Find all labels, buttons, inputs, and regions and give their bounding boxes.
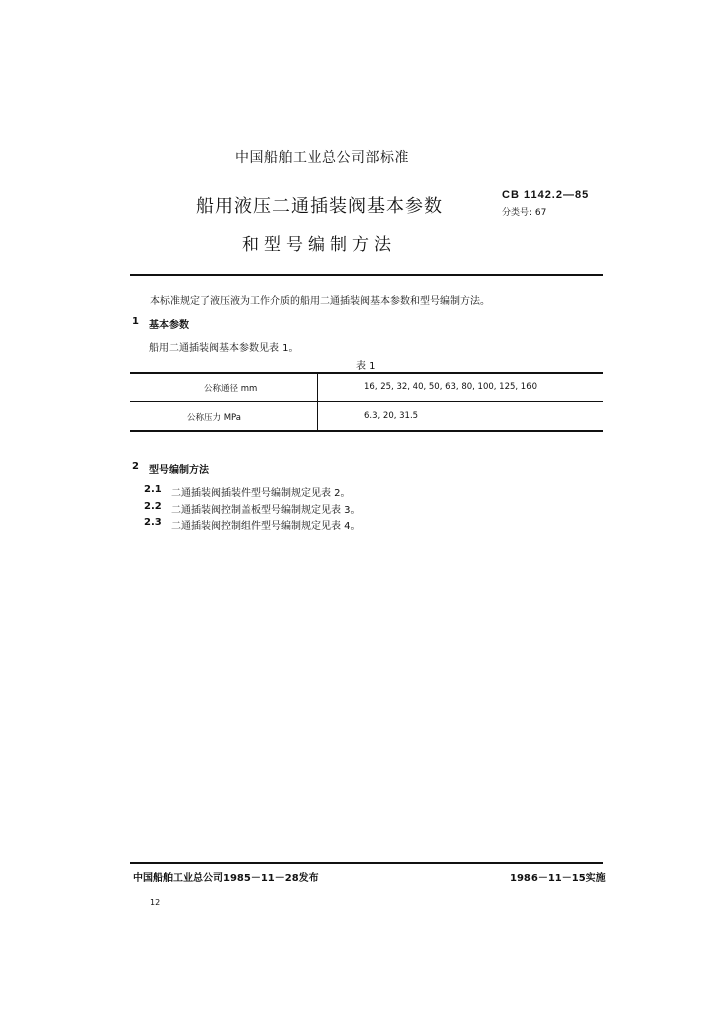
intro-paragraph: 本标准规定了液压液为工作介质的船用二通插装阀基本参数和型号编制方法。 xyxy=(150,296,490,307)
table-row-label: 公称压力 MPa xyxy=(187,413,241,423)
table-column-divider xyxy=(317,373,318,431)
list-item-number: 2.1 xyxy=(144,484,162,495)
table-row-label: 公称通径 mm xyxy=(204,384,258,394)
list-item-text: 二通插装阀插装件型号编制规定见表 2。 xyxy=(171,488,351,499)
section-1-text: 船用二通插装阀基本参数见表 1。 xyxy=(149,343,299,354)
standard-code: CB 1142.2—85 xyxy=(502,189,590,201)
table-row-value: 6.3, 20, 31.5 xyxy=(364,411,419,421)
effective-date: 1986－11－15实施 xyxy=(510,873,606,884)
issue-date: 中国船舶工业总公司1985－11－28发布 xyxy=(133,873,319,884)
footer-divider xyxy=(130,862,603,864)
section-2-title: 型号编制方法 xyxy=(149,465,209,476)
section-1-title: 基本参数 xyxy=(149,320,189,331)
list-item-number: 2.2 xyxy=(144,501,162,512)
table-1-caption: 表 1 xyxy=(356,361,376,372)
table-top-border xyxy=(130,372,603,374)
title-line-1: 船用液压二通插装阀基本参数 xyxy=(196,196,443,217)
page-number: 12 xyxy=(150,898,161,907)
issuing-organization: 中国船舶工业总公司部标准 xyxy=(235,150,409,166)
classification-number: 分类号: 67 xyxy=(502,208,547,218)
title-line-2: 和型号编制方法 xyxy=(242,235,396,255)
table-row-value: 16, 25, 32, 40, 50, 63, 80, 100, 125, 160 xyxy=(364,382,538,392)
section-2-number: 2 xyxy=(132,461,139,472)
list-item-number: 2.3 xyxy=(144,517,162,528)
list-item-text: 二通插装阀控制盖板型号编制规定见表 3。 xyxy=(171,505,361,516)
table-row-divider xyxy=(130,401,603,402)
table-bottom-border xyxy=(130,430,603,432)
list-item-text: 二通插装阀控制组件型号编制规定见表 4。 xyxy=(171,521,361,532)
section-1-number: 1 xyxy=(132,316,139,327)
header-divider xyxy=(130,274,603,276)
